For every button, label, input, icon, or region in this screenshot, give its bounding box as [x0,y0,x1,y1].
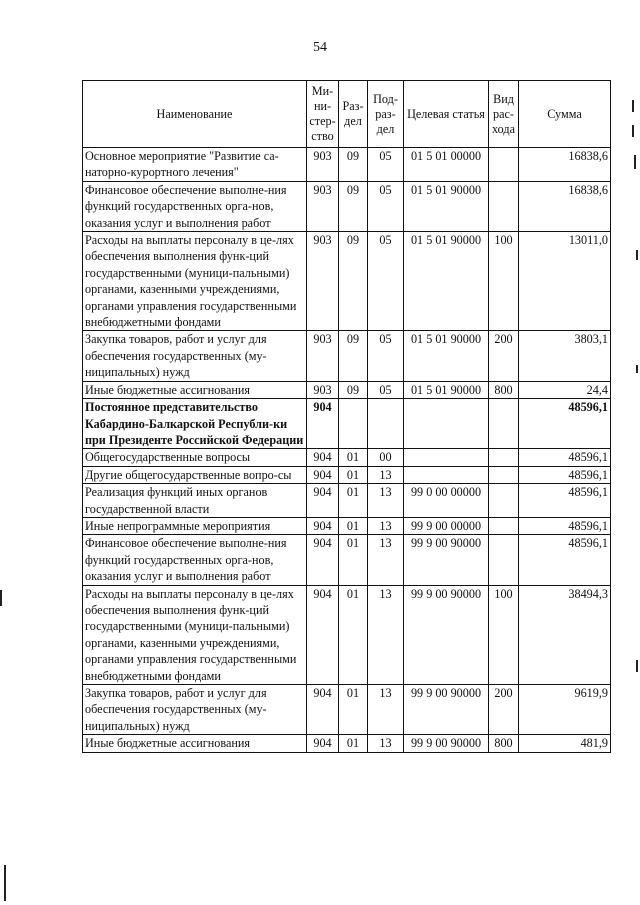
scan-edge-mark [636,660,638,672]
table-row [83,381,611,398]
table-row [83,232,611,331]
table-row [83,585,611,684]
cell-target: 99 9 00 90000 [404,535,489,585]
cell-subsection: 13 [368,517,404,534]
cell-name: Иные бюджетные ассигнования [83,735,307,752]
cell-ministry: 903 [307,232,339,331]
cell-amount: 16838,6 [519,181,611,231]
cell-section: 01 [339,535,368,585]
cell-target: 01 5 01 90000 [404,232,489,331]
cell-expense-type [489,466,519,483]
budget-table [82,80,611,753]
cell-section: 09 [339,381,368,398]
table-body [83,148,611,753]
cell-ministry: 903 [307,331,339,381]
scan-edge-mark [0,590,2,606]
header-amount: Сумма [519,81,611,148]
table-row [83,685,611,735]
cell-section: 09 [339,232,368,331]
cell-ministry: 903 [307,381,339,398]
cell-amount: 48596,1 [519,517,611,534]
cell-subsection: 13 [368,535,404,585]
cell-ministry: 904 [307,535,339,585]
table-row [83,735,611,752]
header-name: Наименование [83,81,307,148]
table-row [83,399,611,449]
cell-expense-type: 800 [489,735,519,752]
scan-edge-mark [636,250,638,260]
table-row [83,449,611,466]
cell-ministry: 904 [307,517,339,534]
cell-name: Закупка товаров, работ и услуг для обеспечения государственных (му-ниципальных) нужд [83,685,307,735]
cell-subsection [368,399,404,449]
cell-name: Закупка товаров, работ и услуг для обеспечения государственных (му-ниципальных) нужд [83,331,307,381]
header-section: Раз-дел [339,81,368,148]
cell-target: 99 9 00 90000 [404,735,489,752]
cell-amount: 48596,1 [519,449,611,466]
cell-subsection: 00 [368,449,404,466]
cell-ministry: 904 [307,484,339,518]
cell-amount: 13011,0 [519,232,611,331]
header-target: Целевая статья [404,81,489,148]
cell-section: 01 [339,449,368,466]
cell-section: 09 [339,331,368,381]
cell-amount: 48596,1 [519,399,611,449]
cell-subsection: 05 [368,148,404,182]
cell-target [404,449,489,466]
cell-expense-type [489,181,519,231]
cell-amount: 48596,1 [519,484,611,518]
cell-section [339,399,368,449]
cell-target: 01 5 01 00000 [404,148,489,182]
cell-expense-type [489,535,519,585]
cell-name: Финансовое обеспечение выполне-ния функций государственных орга-нов, оказания услуг и выполнения работ [83,181,307,231]
page-number: 54 [313,40,327,55]
cell-expense-type [489,148,519,182]
table-row [83,466,611,483]
cell-ministry: 904 [307,466,339,483]
cell-ministry: 903 [307,181,339,231]
cell-ministry: 904 [307,735,339,752]
cell-ministry: 904 [307,449,339,466]
cell-ministry: 904 [307,585,339,684]
cell-subsection: 13 [368,585,404,684]
cell-expense-type: 800 [489,381,519,398]
cell-target: 99 0 00 00000 [404,484,489,518]
cell-ministry: 903 [307,148,339,182]
cell-amount: 3803,1 [519,331,611,381]
cell-subsection: 05 [368,381,404,398]
cell-name: Расходы на выплаты персоналу в це-лях обеспечения выполнения функ-ций государственными (муници-пальными) органами, казенными учреждениями, органами управления государственными внебюджетными фондами [83,232,307,331]
scan-edge-mark [632,125,634,137]
cell-expense-type [489,484,519,518]
cell-subsection: 05 [368,232,404,331]
cell-section: 01 [339,685,368,735]
cell-target: 01 5 01 90000 [404,181,489,231]
scan-edge-mark [634,155,636,169]
header-subsection: Под-раз-дел [368,81,404,148]
cell-name: Иные бюджетные ассигнования [83,381,307,398]
cell-name: Иные непрограммные мероприятия [83,517,307,534]
cell-section: 01 [339,484,368,518]
cell-expense-type: 100 [489,585,519,684]
cell-target [404,466,489,483]
cell-target: 01 5 01 90000 [404,381,489,398]
table-row [83,331,611,381]
cell-expense-type [489,399,519,449]
cell-name: Основное мероприятие "Развитие са-наторно-курортного лечения" [83,148,307,182]
cell-amount: 48596,1 [519,466,611,483]
cell-target: 99 9 00 90000 [404,685,489,735]
cell-section: 09 [339,181,368,231]
header-ministry: Ми-ни-стер-ство [307,81,339,148]
cell-section: 01 [339,466,368,483]
cell-name: Постоянное представительство Кабардино-Балкарской Республи-ки при Президенте Российской Федерации [83,399,307,449]
cell-expense-type [489,517,519,534]
cell-section: 01 [339,585,368,684]
cell-subsection: 13 [368,466,404,483]
cell-subsection: 13 [368,685,404,735]
cell-target: 01 5 01 90000 [404,331,489,381]
cell-amount: 48596,1 [519,535,611,585]
cell-target: 99 9 00 00000 [404,517,489,534]
cell-target: 99 9 00 90000 [404,585,489,684]
scan-edge-mark [632,100,634,112]
cell-section: 01 [339,517,368,534]
cell-target [404,399,489,449]
cell-ministry: 904 [307,399,339,449]
table-row [83,148,611,182]
table-header-row [83,81,611,148]
cell-name: Общегосударственные вопросы [83,449,307,466]
cell-subsection: 13 [368,484,404,518]
cell-section: 01 [339,735,368,752]
cell-expense-type: 200 [489,685,519,735]
cell-name: Реализация функций иных органов государственной власти [83,484,307,518]
scan-edge-mark [4,865,6,901]
cell-expense-type [489,449,519,466]
cell-amount: 16838,6 [519,148,611,182]
header-expense-type: Вид рас-хода [489,81,519,148]
cell-expense-type: 100 [489,232,519,331]
cell-subsection: 05 [368,181,404,231]
cell-subsection: 13 [368,735,404,752]
cell-ministry: 904 [307,685,339,735]
cell-section: 09 [339,148,368,182]
cell-amount: 9619,9 [519,685,611,735]
table-row [83,517,611,534]
table-row [83,535,611,585]
cell-expense-type: 200 [489,331,519,381]
cell-amount: 481,9 [519,735,611,752]
cell-name: Расходы на выплаты персоналу в це-лях обеспечения выполнения функ-ций государственными (муници-пальными) органами, казенными учреждениями, органами управления государственными внебюджетными фондами [83,585,307,684]
cell-name: Финансовое обеспечение выполне-ния функций государственных орга-нов, оказания услуг и выполнения работ [83,535,307,585]
table-row [83,181,611,231]
cell-subsection: 05 [368,331,404,381]
cell-amount: 38494,3 [519,585,611,684]
scan-edge-mark [636,365,638,373]
cell-name: Другие общегосударственные вопро-сы [83,466,307,483]
cell-amount: 24,4 [519,381,611,398]
table-row [83,484,611,518]
